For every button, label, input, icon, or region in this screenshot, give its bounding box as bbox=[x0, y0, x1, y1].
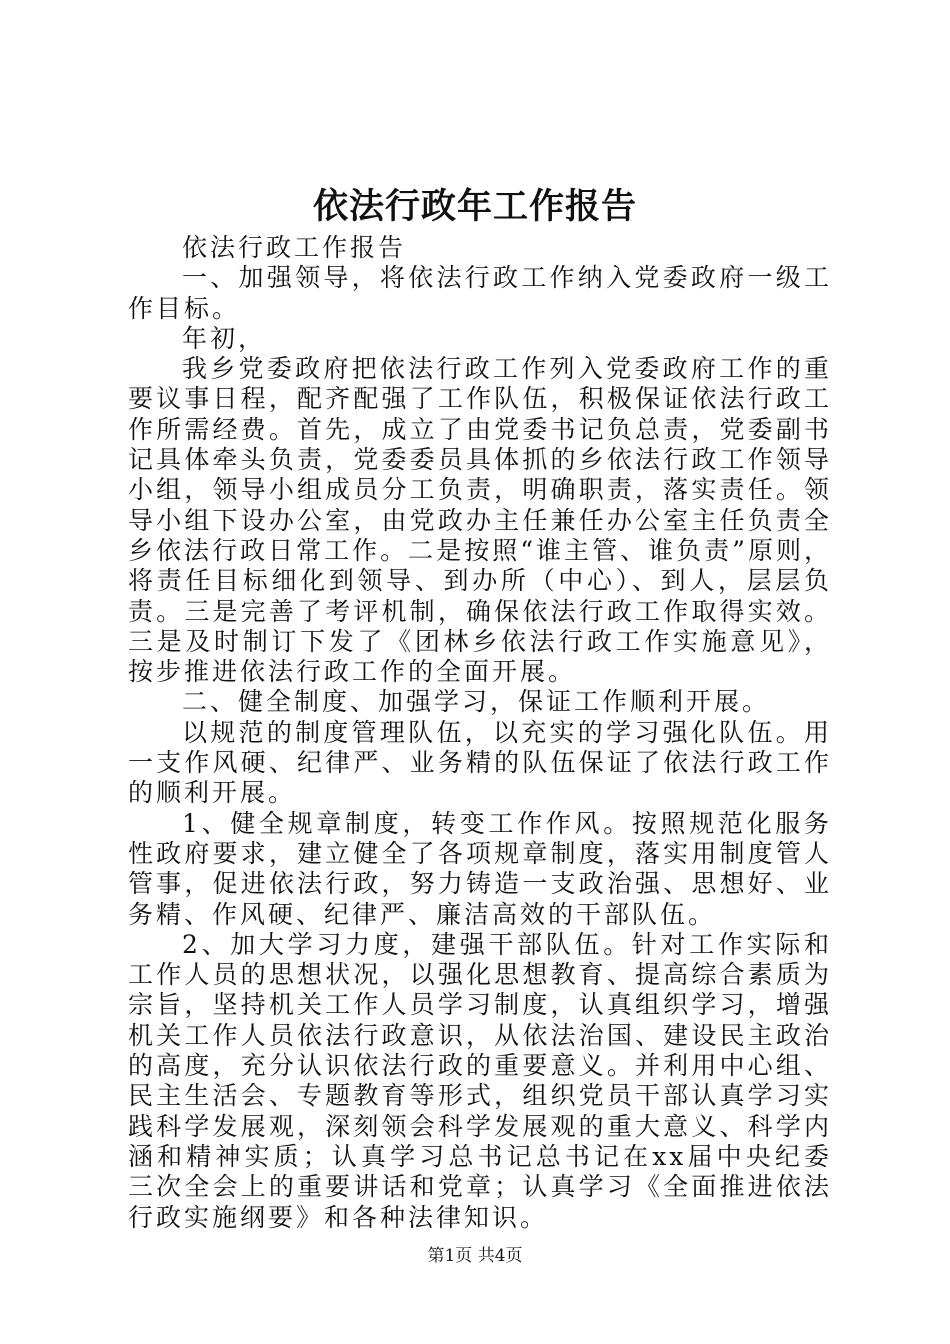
paragraph-item-1: 1、健全规章制度，转变工作作风。按照规范化服务性政府要求，建立健全了各项规章制度，落实用制度管人管事，促进依法行政，努力铸造一支政治强、思想好、业务精、作风硬、纪律严、廉洁高效的干部队伍。 bbox=[128, 808, 832, 929]
paragraph-leadership-detail: 我乡党委政府把依法行政工作列入党委政府工作的重要议事日程，配齐配强了工作队伍，积极保证依法行政工作所需经费。首先，成立了由党委书记负总责，党委副书记具体牵头负责，党委委员具体抓的乡依法行政工作领导小组，领导小组成员分工负责，明确职责，落实责任。领导小组下设办公室，由党政办主任兼任办公室主任负责全乡依法行政日常工作。二是按照“谁主管、谁负责”原则，将责任目标细化到领导、到办所（中心）、到人，层层负责。三是完善了考评机制，确保依法行政工作取得实效。三是及时制订下发了《团林乡依法行政工作实施意见》，按步推进依法行政工作的全面开展。 bbox=[128, 354, 832, 687]
document-body bbox=[128, 233, 832, 1233]
paragraph-subtitle: 依法行政工作报告 bbox=[182, 233, 407, 262]
document-title: 依法行政年工作报告 bbox=[312, 186, 637, 227]
paragraph-item-2: 2、加大学习力度，建强干部队伍。针对工作实际和工作人员的思想状况，以强化思想教育、提高综合素质为宗旨，坚持机关工作人员学习制度，认真组织学习，增强机关工作人员依法行政意识，从依法治国、建设民主政治的高度，充分认识依法行政的重要意义。并利用中心组、民主生活会、专题教育等形式，组织党员干部认真学习实践科学发展观，深刻领会科学发展观的重大意义、科学内涵和精神实质；认真学习总书记总书记在xx届中央纪委三次全会上的重要讲话和党章；认真学习《全面推进依法行政实施纲要》和各种法律知识。 bbox=[128, 929, 832, 1232]
paragraph-start-of-year: 年初， bbox=[182, 323, 267, 353]
page-number-footer: 第1页 共4页 bbox=[427, 1246, 523, 1266]
paragraph-section-2-intro: 以规范的制度管理队伍，以充实的学习强化队伍。用一支作风硬、纪律严、业务精的队伍保证了依法行政工作的顺利开展。 bbox=[128, 717, 832, 808]
paragraph-section-1-heading: 一、加强领导，将依法行政工作纳入党委政府一级工作目标。 bbox=[128, 263, 832, 323]
paragraph-section-2-heading: 二、健全制度、加强学习，保证工作顺利开展。 bbox=[182, 687, 771, 717]
